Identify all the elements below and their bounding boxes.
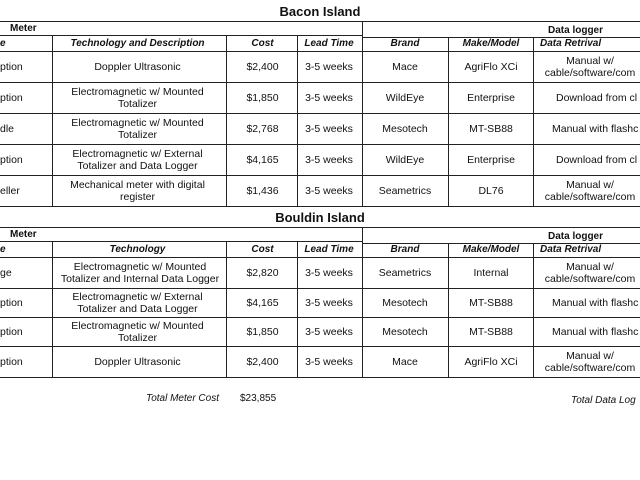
col-header-type: e xyxy=(0,38,6,49)
col-header-technology: Technology and Description xyxy=(70,38,205,49)
cell-data-retrival: Manual with flashc xyxy=(552,123,639,135)
cell-cost: $2,820 xyxy=(246,267,279,279)
cell-type: ption xyxy=(0,326,23,338)
col-divider xyxy=(448,243,449,377)
cell-technology: Doppler Ultrasonic xyxy=(94,356,181,368)
cell-brand: WildEye xyxy=(385,92,425,104)
cell-data-retrival: Manual w/ cable/software/com xyxy=(544,350,636,374)
cell-brand: Mesotech xyxy=(382,123,428,135)
col-divider xyxy=(362,21,363,206)
rule xyxy=(0,21,640,22)
cell-technology: Mechanical meter with digital register xyxy=(70,179,205,203)
col-header-lead-time: Lead Time xyxy=(304,244,354,255)
col-divider xyxy=(297,35,298,206)
col-header-technology: Technology xyxy=(109,244,166,255)
cell-make-model: MT-SB88 xyxy=(469,123,513,135)
group-label-meter: Meter xyxy=(10,229,37,240)
cell-cost: $2,400 xyxy=(246,356,279,368)
group-label-data-logger: Data logger xyxy=(548,25,604,36)
rule xyxy=(0,206,640,207)
col-header-data-retrival: Data Retrival xyxy=(540,38,602,49)
col-header-brand: Brand xyxy=(390,244,420,255)
col-header-make-model: Make/Model xyxy=(462,38,520,49)
cell-data-retrival: Manual with flashc xyxy=(552,326,639,338)
cell-brand: WildEye xyxy=(385,154,425,166)
cell-data-retrival: Manual w/ cable/software/com xyxy=(544,55,636,79)
col-divider xyxy=(448,37,449,206)
cell-cost: $1,850 xyxy=(246,92,279,104)
cell-make-model: MT-SB88 xyxy=(469,326,513,338)
col-divider xyxy=(226,241,227,377)
col-divider xyxy=(533,37,534,206)
cell-make-model: Enterprise xyxy=(467,154,515,166)
group-label-meter: Meter xyxy=(10,23,37,34)
col-header-cost: Cost xyxy=(251,244,274,255)
cell-data-retrival: Manual w/ cable/software/com xyxy=(544,261,636,285)
cell-lead-time: 3-5 weeks xyxy=(305,326,353,338)
cell-make-model: Enterprise xyxy=(467,92,515,104)
cell-lead-time: 3-5 weeks xyxy=(305,154,353,166)
cell-technology: Doppler Ultrasonic xyxy=(94,61,181,73)
rule xyxy=(0,227,640,228)
total-data-logger-label: Total Data Log xyxy=(571,395,636,406)
rule xyxy=(0,35,362,36)
cell-technology: Electromagnetic w/ Mounted Totalizer xyxy=(71,117,204,141)
cell-make-model: DL76 xyxy=(478,185,504,197)
cell-type: ption xyxy=(0,356,23,368)
cell-type: ption xyxy=(0,61,23,73)
cell-type: ption xyxy=(0,154,23,166)
cell-lead-time: 3-5 weeks xyxy=(305,267,353,279)
col-divider xyxy=(362,227,363,377)
cell-lead-time: 3-5 weeks xyxy=(305,297,353,309)
cell-cost: $4,165 xyxy=(246,154,279,166)
cell-make-model: Internal xyxy=(473,267,509,279)
cell-brand: Mace xyxy=(392,61,418,73)
cell-data-retrival: Download from cl xyxy=(556,154,638,166)
cell-data-retrival: Manual with flashc xyxy=(552,297,639,309)
col-divider xyxy=(533,243,534,377)
cell-brand: Mace xyxy=(392,356,418,368)
cell-brand: Seametrics xyxy=(378,267,432,279)
cell-technology: Electromagnetic w/ External Totalizer and Data Logger xyxy=(72,148,203,172)
cell-technology: Electromagnetic w/ Mounted Totalizer xyxy=(71,86,204,110)
cell-type: ge xyxy=(0,267,12,279)
cell-data-retrival: Manual w/ cable/software/com xyxy=(544,179,636,203)
col-divider xyxy=(297,241,298,377)
cell-brand: Mesotech xyxy=(382,326,428,338)
col-divider xyxy=(226,35,227,206)
cell-lead-time: 3-5 weeks xyxy=(305,185,353,197)
cell-lead-time: 3-5 weeks xyxy=(305,61,353,73)
cell-technology: Electromagnetic w/ External Totalizer and Data Logger xyxy=(72,291,203,315)
col-divider xyxy=(52,241,53,377)
col-header-data-retrival: Data Retrival xyxy=(540,244,602,255)
section-title-bacon: Bacon Island xyxy=(279,4,361,19)
cell-brand: Seametrics xyxy=(378,185,432,197)
total-meter-value: $23,855 xyxy=(240,393,277,404)
cell-type: dle xyxy=(0,123,15,135)
cell-lead-time: 3-5 weeks xyxy=(305,356,353,368)
cell-lead-time: 3-5 weeks xyxy=(305,92,353,104)
col-header-type: e xyxy=(0,244,6,255)
cell-cost: $2,768 xyxy=(246,123,279,135)
cell-type: eller xyxy=(0,185,20,197)
cell-make-model: AgriFlo XCi xyxy=(464,356,518,368)
section-title-bouldin: Bouldin Island xyxy=(275,210,365,225)
cell-lead-time: 3-5 weeks xyxy=(305,123,353,135)
col-header-brand: Brand xyxy=(390,38,420,49)
cell-type: ption xyxy=(0,92,23,104)
cell-make-model: MT-SB88 xyxy=(469,297,513,309)
rule xyxy=(0,241,362,242)
col-header-lead-time: Lead Time xyxy=(304,38,354,49)
rule xyxy=(0,377,640,378)
col-header-make-model: Make/Model xyxy=(462,244,520,255)
cell-technology: Electromagnetic w/ Mounted Totalizer and Internal Data Logger xyxy=(60,261,220,285)
cell-brand: Mesotech xyxy=(382,297,428,309)
cell-technology: Electromagnetic w/ Mounted Totalizer xyxy=(71,320,204,344)
cell-data-retrival: Download from cl xyxy=(556,92,638,104)
col-header-cost: Cost xyxy=(251,38,274,49)
total-meter-label: Total Meter Cost xyxy=(146,393,219,404)
cell-cost: $2,400 xyxy=(246,61,279,73)
cell-type: ption xyxy=(0,297,23,309)
cell-make-model: AgriFlo XCi xyxy=(464,61,518,73)
cell-cost: $1,850 xyxy=(246,326,279,338)
group-label-data-logger: Data logger xyxy=(548,231,604,242)
col-divider xyxy=(52,35,53,206)
cell-cost: $1,436 xyxy=(246,185,279,197)
cell-cost: $4,165 xyxy=(246,297,279,309)
